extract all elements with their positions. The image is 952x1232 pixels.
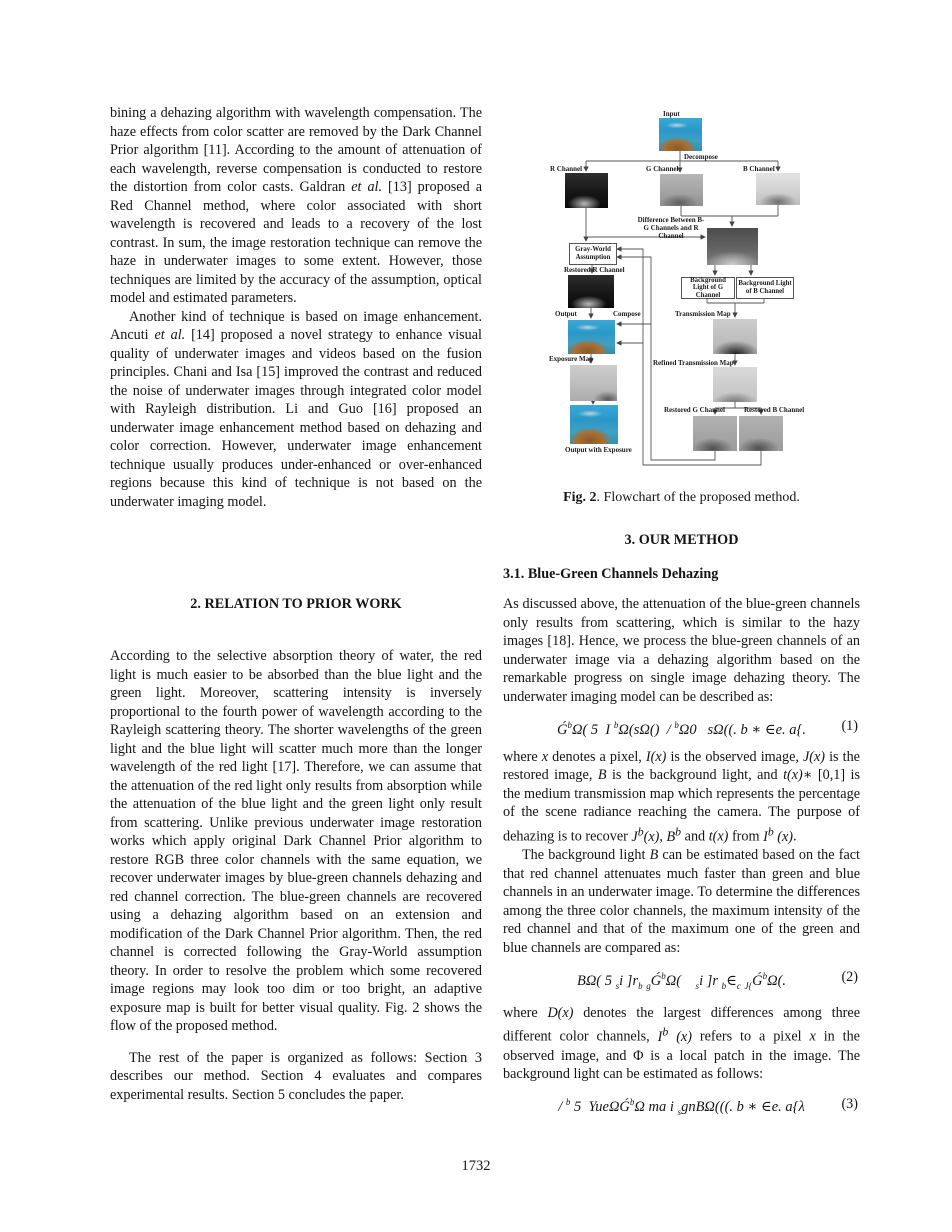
paragraph: bining a dehazing algorithm with wavelength compensation. The haze effects from color scatter are removed by the Dark Channel Prior algorithm [11]. According to the amount of attenuation of each wavelength, reverse compensation is conducted to restore the distortion from color casts. Galdran et al. [13] proposed a Red Channel method, where color associated with short wavelength is recovered and leads to a recovery of the lost contrast. In sum, the image restoration technique can remove the haze in underwater images to some extent. However, those techniques are limited by the accuracy of the assumption, optical model and estimated parameters. [110, 105, 482, 306]
section-3-1-heading: 3.1. Blue-Green Channels Dehazing [503, 566, 719, 582]
difference-image [707, 228, 758, 265]
left-column [110, 104, 482, 1104]
exposure-map-image [570, 365, 617, 401]
paragraph: Another kind of technique is based on image enhancement. Ancuti et al. [14] proposed a novel strategy to enhance visual quality of underwater images and videos based on the fusion principles. Chani and Isa [15] improved the contrast and reduced the noise of underwater images through integrated color model with Rayleigh distribution. Li and Guo [16] proposed an underwater image enhancement method based on dehazing and color correction. However, underwater image enhancement technique usually produces under-enhanced or over-enhanced regions because this kind of technique is not based on the underwater imaging model. [110, 308, 482, 510]
equation-3-number: (3) [841, 1095, 858, 1112]
r-channel-image [565, 173, 608, 208]
right-column [503, 106, 860, 1130]
paragraph: The rest of the paper is organized as follows: Section 3 describes our method. Section 4 evaluates and compares experimental results. Section 5 concludes the paper. [110, 1049, 482, 1103]
g-channel-image [660, 174, 703, 206]
flowchart-label-b-channel: B Channel [743, 165, 775, 173]
flowchart-label-refined-transmission-map: Refined Transmission Map [653, 359, 734, 367]
equation-2 [503, 966, 860, 996]
b-channel-image [756, 173, 800, 205]
flowchart-label-input: Input [663, 110, 680, 118]
output-image [568, 320, 615, 354]
flowchart-label-output: Output [555, 310, 577, 318]
flowchart-box-background-light-b: Background Light of B Channel [736, 277, 794, 299]
page-number: 1732 [461, 1158, 491, 1174]
section-3-heading: 3. OUR METHOD [624, 532, 739, 548]
paragraph: where D(x) denotes the largest differences among three different color channels, $I^b$ (x) refers to a pixel x in the observed image, and Φ is a local patch in the image. The background light can be estimated as follows: [503, 1004, 860, 1083]
equation-1 [503, 715, 860, 740]
equation-2-number: (2) [841, 969, 858, 986]
flowchart-box-background-light-g: Background Light of G Channel [681, 277, 735, 299]
paragraph: The background light B can be estimated based on the fact that red channel attenuates much faster than green and blue channels in an underwater image. To determine the differences among the three color channels, the maximum intensity of the red channel and that of the maximum one of the green and blue channels are compared as: [503, 847, 861, 956]
flowchart-label-restored-b: Restored B Channel [744, 406, 805, 414]
paragraph: where x denotes a pixel, I(x) is the observed image, J(x) is the restored image, B is the background light, and t(x)∗ [0,1] is the medium transmission map which represents the percentage of the scene radiance reaching the camera. The purpose of dehazing is to recover $J^b(x)$, $B^b$ and t(x) from $I^b$ (x). [503, 748, 860, 845]
transmission-map-image [713, 319, 757, 354]
flowchart-label-difference: Difference Between B-G Channels and R Channel [637, 216, 705, 240]
flowchart-label-r-channel: R Channel [550, 165, 583, 173]
input-image [659, 118, 702, 151]
flowchart-label-restored-g: Restored G Channel [664, 406, 725, 414]
equation-1-number: (1) [841, 718, 858, 734]
equation-3-body: / $^b$ 5 YueΩǴ$^b$Ω ma i $_s$gnBΩ(((. b ∗ ∈e. a{λ [558, 1097, 805, 1118]
flowchart-label-decompose: Decompose [684, 153, 718, 161]
flowchart-label-transmission-map: Transmission Map [675, 310, 731, 318]
flowchart-label-compose: Compose [613, 310, 641, 318]
flowchart-label-output-with-exposure: Output with Exposure [565, 446, 632, 454]
section-2-heading: 2. RELATION TO PRIOR WORK [190, 596, 402, 612]
flowchart-label-exposure-map: Exposure Map [549, 355, 594, 363]
figure-2-flowchart [503, 106, 860, 470]
restored-b-channel-image [739, 416, 783, 451]
equation-2-body: BΩ( 5 $_s$i ]$r_b$ $_gǴ^b\Omega$( $_s$i ]r $_b\in_c$ $_{J\{}Ǵ^b\Omega$(. [576, 971, 787, 991]
equation-1-body: $Ǵ^b\Omega$( 5 I $^b$Ω(sΩ() / $^b$Ω0 sΩ((. b ∗ ∈e. a{. [556, 720, 806, 738]
figure-2-caption: Fig. 2. Flowchart of the proposed method. [563, 490, 800, 505]
output-with-exposure-image [570, 405, 618, 444]
paragraph: According to the selective absorption theory of water, the red light is much easier to be absorbed than the blue light and the green light. Moreover, scattering intensity is inversely proportional to the fourth power of wavelength according to the Rayleigh scattering theory. The shorter wavelengths of the green light and the blue light will scatter much more than the longer wavelength of the red light [17]. Therefore, we can assume that the attenuation of the red light only results from absorption while the attenuation of the blue light and the green light only result from scattering. Unlike previous underwater image restoration works which apply original Dark Channel Prior algorithm to restore RGB three color channels with the same equation, we recover underwater images by blue-green channels dehazing and red channel correction. The blue-green channels are recovered using a dehazing algorithm based on an extension and modification of the Dark Channel Prior algorithm. Then, the red channel is corrected following the Gray-World assumption theory. In order to resolve the problem which some recovered image regions may look too dim or too bright, an adaptive exposure map is built for better visual quality. Fig. 2 shows the flow of the proposed method. [110, 648, 482, 1034]
flowchart-label-g-channel: G Channel [646, 165, 679, 173]
refined-transmission-map-image [713, 367, 757, 402]
flowchart-box-gray-world: Gray-World Assumption [569, 243, 617, 265]
flowchart-label-restored-r: Restored R Channel [564, 266, 625, 274]
equation-3 [503, 1093, 860, 1123]
paragraph: As discussed above, the attenuation of the blue-green channels only results from scattering, which is similar to the hazy images [18]. Hence, we process the blue-green channels of an underwater image via a dehazing algorithm based on the remarkable progress on single image dehazing theory. The underwater imaging model can be described as: [503, 596, 860, 705]
restored-r-channel-image [568, 275, 614, 308]
restored-g-channel-image [693, 416, 737, 451]
